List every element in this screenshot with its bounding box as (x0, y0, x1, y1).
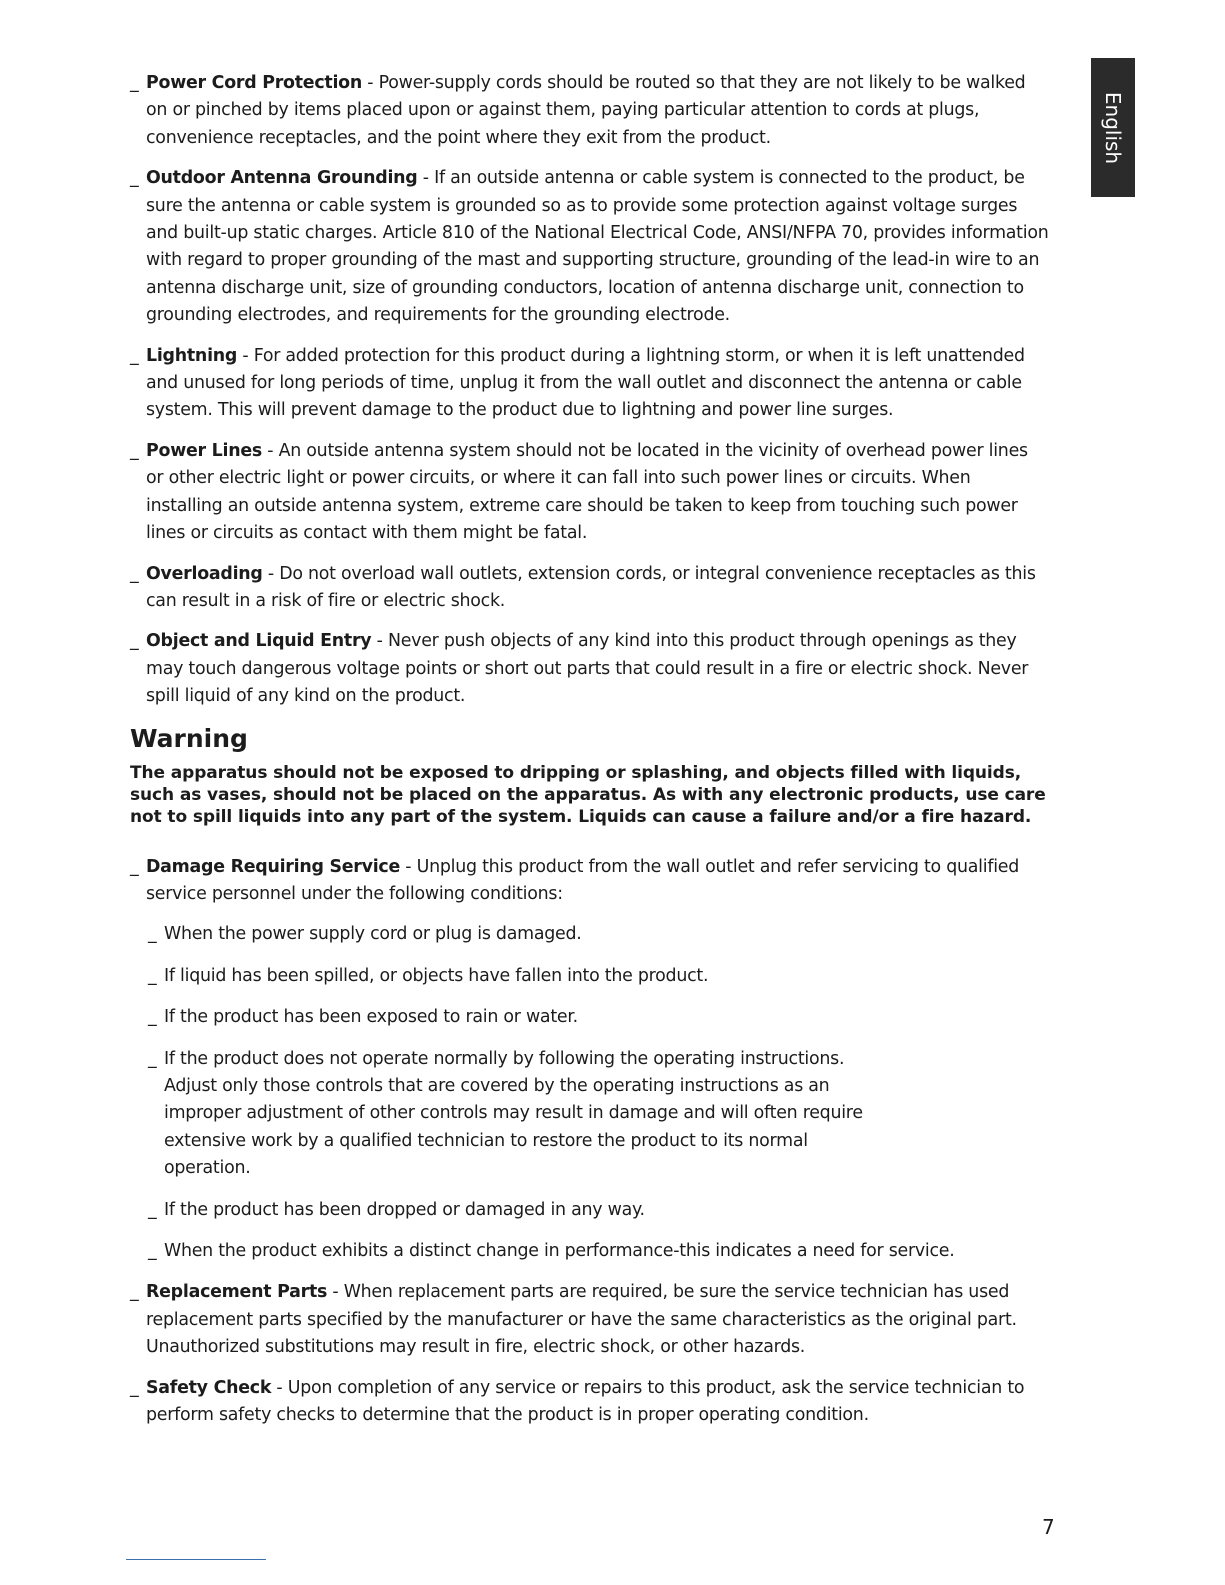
instruction-text: - An outside antenna system should not be located in the vicinity of overhead power lines or other electric light or power circuits, or where it can fall into such power lines or circuits. When installing an outside antenna system, extreme care should be taken to keep from touching such power lines or circuits as contact with them might be fatal. (146, 440, 1028, 544)
bullet-dash: _ (130, 563, 139, 584)
condition-text: When the power supply cord or plug is damaged. (164, 924, 582, 945)
instruction-title: Replacement Parts (146, 1282, 328, 1303)
service-condition (130, 1004, 1050, 1031)
bullet-dash: _ (130, 631, 139, 652)
instruction-text: - Power-supply cords should be routed so that they are not likely to be walked on or pinched by items placed upon or against them, paying particular attention to cords at plugs, convenience receptacles, and the point where they exit from the product. (146, 73, 1026, 148)
instruction-damage-requiring-service (130, 854, 1050, 909)
bullet-dash: _ (130, 73, 139, 93)
bullet-dash: _ (130, 440, 139, 461)
instruction-object-liquid-entry (130, 628, 1050, 710)
safety-instructions (130, 70, 1050, 1442)
instruction-text: - If an outside antenna or cable system is connected to the product, be sure the antenna or cable system is grounded so as to provide some protection against voltage surges and built-up static charges. Article 810 of the National Electrical Code, ANSI/NFPA 70, provides information with regard to proper grounding of the mast and supporting structure, grounding of the lead-in wire to an antenna discharge unit, size of grounding conductors, location of antenna discharge unit, connection to grounding electrodes, and requirements for the grounding electrode. (146, 168, 1049, 326)
instruction-power-lines (130, 438, 1050, 548)
instruction-text: - For added protection for this product during a lightning storm, or when it is left unattended and unused for long periods of time, unplug it from the wall outlet and disconnect the antenna or cable system. This will prevent damage to the product due to lightning and power line surges. (146, 345, 1025, 421)
condition-text: If liquid has been spilled, or objects have fallen into the product. (164, 965, 709, 986)
language-tab (1091, 58, 1135, 197)
bullet-dash: _ (130, 1282, 139, 1303)
condition-text: When the product exhibits a distinct change in performance-this indicates a need for service. (164, 1241, 955, 1261)
warning-heading: Warning (130, 723, 248, 753)
instruction-text: - When replacement parts are required, be sure the service technician has used replacement parts specified by the manufacturer or have the same characteristics as the original part. Unauthorized substitutions may result in fire, electric shock, or other hazards. (146, 1282, 1017, 1358)
service-condition (130, 1197, 1050, 1224)
instruction-power-cord (130, 70, 1050, 152)
condition-text: If the product has been dropped or damaged in any way. (164, 1199, 645, 1220)
instruction-title: Overloading (146, 563, 263, 584)
instruction-title: Lightning (146, 345, 238, 366)
bullet-dash: _ (148, 1048, 157, 1069)
instruction-text: - Never push objects of any kind into this product through openings as they may touch dangerous voltage points or short out parts that could result in a fire or electric shock. Never spill liquid of any kind on the product. (146, 631, 1029, 707)
instruction-replacement-parts (130, 1279, 1050, 1361)
instruction-safety-check (130, 1375, 1050, 1430)
bullet-dash: _ (130, 1377, 139, 1398)
bullet-dash: _ (148, 1007, 157, 1028)
bullet-dash: _ (148, 1241, 157, 1261)
condition-text: If the product does not operate normally by following the operating instructions. Adjust only those controls that are covered by the operating instructions as an improper adjustment of other controls may result in damage and will often require extensive work by a qualified technician to restore the product to its normal operation. (164, 1048, 863, 1179)
bullet-dash: _ (130, 345, 139, 366)
instruction-title: Outdoor Antenna Grounding (146, 168, 418, 189)
instruction-antenna-grounding (130, 165, 1050, 329)
service-condition (130, 1238, 1050, 1265)
service-condition (130, 1046, 1050, 1183)
instruction-text: - Unplug this product from the wall outlet and refer servicing to qualified service personnel under the following conditions: (146, 856, 1020, 904)
language-tab-label: English (1101, 91, 1125, 164)
instruction-overloading (130, 561, 1050, 616)
instruction-text: - Do not overload wall outlets, extension cords, or integral convenience receptacles as this can result in a risk of fire or electric shock. (146, 563, 1036, 611)
warning-body: The apparatus should not be exposed to dripping or splashing, and objects filled with liquids, such as vases, should not be placed on the apparatus. As with any electronic products, use care not to spill liquids into any part of the system. Liquids can cause a failure and/or a fire hazard. (130, 762, 1046, 827)
service-condition (130, 963, 1050, 990)
page-number: 7 (1042, 1515, 1055, 1539)
instruction-title: Safety Check (146, 1377, 272, 1398)
instruction-title: Power Lines (146, 440, 263, 461)
instruction-title: Object and Liquid Entry (146, 631, 372, 652)
bullet-dash: _ (148, 1199, 157, 1220)
instruction-title: Damage Requiring Service (146, 856, 401, 877)
bullet-dash: _ (130, 856, 139, 877)
bullet-dash: _ (130, 168, 139, 189)
instruction-title: Power Cord Protection (146, 73, 363, 93)
instruction-text: - Upon completion of any service or repairs to this product, ask the service technician to perform safety checks to determine that the product is in proper operating condition. (146, 1377, 1025, 1426)
bullet-dash: _ (148, 924, 157, 945)
instruction-lightning (130, 343, 1050, 425)
condition-text: If the product has been exposed to rain or water. (164, 1007, 578, 1028)
service-condition (130, 921, 1050, 948)
bullet-dash: _ (148, 965, 157, 986)
footer-rule (126, 1559, 266, 1560)
